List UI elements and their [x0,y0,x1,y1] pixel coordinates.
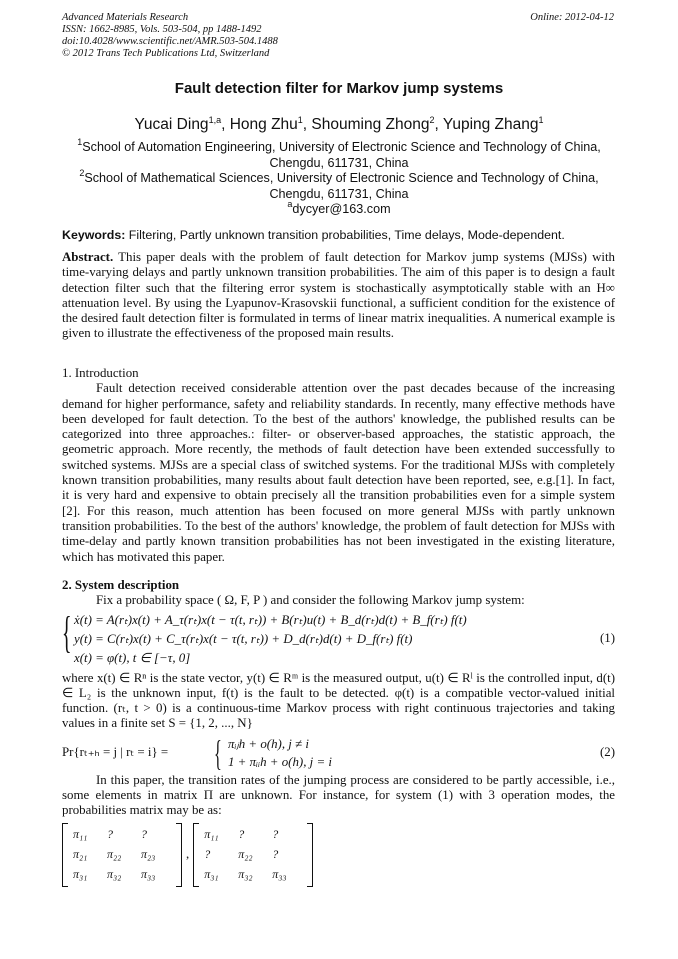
matrix-cell: π₃₁ [73,867,88,882]
email-text[interactable]: dycyer@163.com [292,202,391,216]
matrix-cell: π₂₁ [73,847,88,862]
equation-line: y(t) = C(rₜ)x(t) + C_τ(rₜ)x(t − τ(t, rₜ)) + D_d(rₜ)d(t) + D_f(rₜ) f(t) [74,631,413,646]
abstract-text: This paper deals with the problem of fault detection for Markov jump systems (MJSs) with time-varying delays and partly unknown transition probabilities. The aim of this paper is to design a fault detection filter such that the filtering error system is stochastically asymptotically stable with an H∞ attenuation level. By using the Lyapunov-Krasovskii functional, a sufficient condition for the existence of the desired fault detection filter is formulated in terms of linear matrix inequalities. A numerical example is given to illustrate the effectiveness of the proposed main results. [62,250,615,341]
aff-sup: a [287,199,293,209]
equation-lhs: Pr{rₜ₊ₕ = j | rₜ = i} = [62,744,169,759]
section-heading: 2. System description [62,578,180,592]
equation-2 [62,732,615,773]
section-heading: 1. Introduction [62,366,139,380]
equation-number: (1) [599,630,615,645]
brace-icon: { [62,607,72,657]
system-intro: Fix a probability space ( Ω, F, P ) and consider the following Markov jump system: [96,593,525,608]
matrix [62,823,182,887]
author: Yuping Zhang [442,116,539,133]
where-paragraph: where x(t) ∈ Rⁿ is the state vector, y(t) ∈ Rᵐ is the measured output, u(t) ∈ Rˡ is the controlled input, d(t) ∈ L₂ is the unknown input, f(t) is the fault to be detected. φ(t) is a compatible vector-valued initial function. (rₜ, t > 0) is a continuous-time Markov process with right continuous trajectories and taking values in a finite set S = {1, 2, ..., N} [62,670,615,731]
keywords-label: Keywords: [62,228,126,242]
online-date: Online: 2012-04-12 [530,12,614,23]
abstract-label: Abstract. [62,250,114,264]
author-sup: 1,a [208,115,222,125]
matrix-cell: ? [107,827,113,842]
introduction-section [62,366,615,565]
matrix-cell: ? [272,827,279,842]
matrix-separator: , [186,847,190,862]
journal-name: Advanced Materials Research [62,12,189,23]
copyright: © 2012 Trans Tech Publications Ltd, Switzerland [62,48,270,59]
matrix-cell: π₃₁ [204,867,219,882]
matrix-cell: π₃₃ [272,867,287,882]
system-description-section [62,578,615,887]
equation-line: 1 + πᵢᵢh + o(h), j = i [228,754,332,769]
matrix-cell: π₂₂ [238,847,253,862]
matrix-cell: ? [272,847,279,862]
matrix-cell: π₁₁ [73,827,88,842]
author-sup: 1 [538,115,544,125]
journal-header [62,12,278,60]
affiliation [70,137,608,171]
keywords-text: Filtering, Partly unknown transition probabilities, Time delays, Mode-dependent. [125,228,565,242]
author-sup: 2 [429,115,435,125]
author: Shouming Zhong [311,116,430,133]
matrix-cell: ? [141,827,147,842]
brace-icon: { [214,732,222,773]
equation-line: x(t) = φ(t), t ∈ [−τ, 0] [74,650,191,665]
affiliations [70,137,608,218]
matrix-cell: π₃₂ [107,867,122,882]
intro-paragraph: Fault detection received considerable attention over the past decades because of the increasing demand for higher performance, safety and reliability standards. In recently, many effective methods have been developed for fault detection. To the best of the authors' knowledge, the published results can be categorized into three approaches.: filter- or observer-based approaches, the statistic approach, the geometric approach. More recently, the methods of fault detection have been extended successfully to switched systems. MJSs are a special class of switched systems. For the traditional MJSs with completely known transition probabilities, many results about fault detection have been reported, see, e.g.[1]. In fact, it is very hard and expensive to obtain precisely all the transition probabilities even for a simple system [2]. For this reason, much attention has been focused on more general MJSs with partly unknown transition probabilities. To the best of the authors' knowledge, the problem of fault detection for MJSs with time-delay and partly known transition probabilities has not been investigated in the existing literature, which has motivated this paper. [62,381,615,564]
aff-sup: 1 [77,137,83,147]
equation-line: πᵢⱼh + o(h), j ≠ i [228,736,309,751]
equation-number: (2) [599,744,615,759]
matrix-cell: ? [204,847,211,862]
email [70,199,608,218]
equation-line: ẋ(t) = A(rₜ)x(t) + A_τ(rₜ)x(t − τ(t, rₜ)) + B(rₜ)u(t) + B_d(rₜ)d(t) + B_f(rₜ) f(t) [74,612,467,627]
authors: Yucai Ding$^{1,a}$, Hong Zhu$^1$, Shouming Zhong$^2$, Yuping Zhang$^1$ [134,115,544,133]
author: Yucai Ding [134,116,209,133]
affiliation [70,168,608,202]
matrix-cell: π₂₂ [107,847,122,862]
matrix-cell: π₃₃ [141,867,156,882]
matrix-cell: π₃₂ [238,867,253,882]
abstract [62,250,615,342]
matrix [193,823,313,887]
issn: ISSN: 1662-8985, Vols. 503-504, pp 1488-1492 [62,24,262,35]
paper-title: Fault detection filter for Markov jump systems [174,80,504,97]
partial-transition-paragraph: In this paper, the transition rates of the jumping process are considered to be partly accessible, i.e., some elements in matrix Π are unknown. For instance, for system (1) with 3 operation modes, the probabilities matrix may be as: [62,772,615,818]
aff-sup: 2 [79,168,85,178]
equation-1 [62,607,615,671]
keywords [62,228,565,242]
matrices [62,823,615,887]
matrix-cell: ? [238,827,245,842]
aff-text: School of Mathematical Sciences, University of Electronic Science and Technology of China, Chengdu, 611731, China [84,171,599,201]
doi: doi:10.4028/www.scientific.net/AMR.503-504.1488 [62,36,278,47]
author: Hong Zhu [229,116,298,133]
author-sup: 1 [297,115,303,125]
matrix-cell: π₂₃ [141,847,156,862]
matrix-cell: π₁₁ [204,827,219,842]
aff-text: School of Automation Engineering, University of Electronic Science and Technology of China, Chengdu, 611731, China [82,140,601,170]
